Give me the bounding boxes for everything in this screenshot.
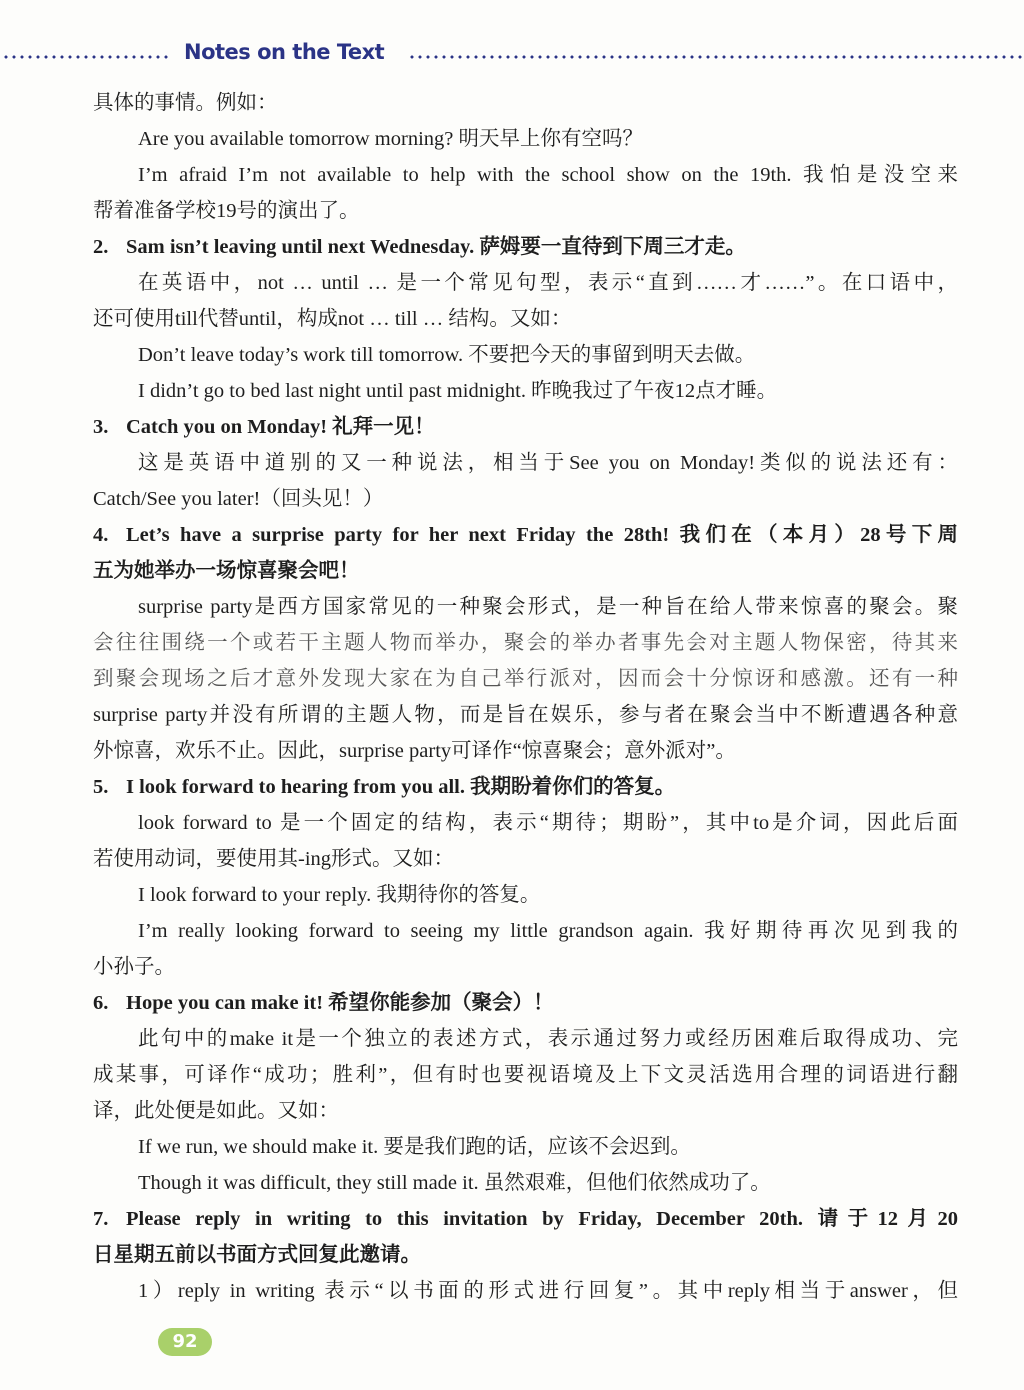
note-heading [93,229,958,265]
note-heading-text: Sam isn’t leaving until next Wednesday. 萨姆要一直待到下周三才走。 [126,236,746,258]
note-heading-text: Hope you can make it! 希望你能参加（聚会）！ [126,992,554,1014]
dotted-rule-left [2,55,172,59]
section-header [0,40,1024,74]
note-heading-continuation: 五为她举办一场惊喜聚会吧！ [93,560,360,582]
note-heading [93,769,958,805]
text-line: I didn’t go to bed last night until past midnight. 昨晚我过了午夜12点才睡。 [138,380,778,402]
text-line: 1）reply in writing 表示“以书面的形式进行回复”。其中reply相当于answer，但 [138,1280,958,1302]
text-line: 还可使用till代替until，构成not … till … 结构。又如： [93,308,572,330]
note-number: 2. [93,236,109,258]
text-line: surprise party是西方国家常见的一种聚会形式，是一种旨在给人带来惊喜的聚会。聚 [138,596,958,618]
text-line: 帮着准备学校19号的演出了。 [93,200,360,222]
text-line: I’m really looking forward to seeing my little grandson again. 我好期待再次见到我的 [138,920,958,942]
text-line: 具体的事情。例如： [93,92,278,114]
note-number: 3. [93,416,109,438]
note-heading-text: Please reply in writing to this invitation by Friday, December 20th. 请于12月20 [126,1208,958,1230]
dotted-rule-right [408,55,1024,59]
note-heading [93,985,958,1021]
text-line: 成某事，可译作“成功；胜利”，但有时也要视语境及上下文灵活选用合理的词语进行翻 [93,1064,958,1086]
note-number: 4. [93,524,109,546]
text-line: I look forward to your reply. 我期待你的答复。 [138,884,541,906]
text-line: 外惊喜，欢乐不止。因此，surprise party可译作“惊喜聚会；意外派对”。 [93,740,736,762]
text-line: Don’t leave today’s work till tomorrow. 不要把今天的事留到明天去做。 [138,344,756,366]
note-heading-text: I look forward to hearing from you all. 我期盼着你们的答复。 [126,776,676,798]
note-heading-continuation: 日星期五前以书面方式回复此邀请。 [93,1244,421,1266]
note-number: 6. [93,992,109,1014]
text-line: surprise party并没有所谓的主题人物，而是旨在娱乐，参与者在聚会当中不断遭遇各种意 [93,704,958,726]
text-line: look forward to 是一个固定的结构，表示“期待；期盼”，其中to是介词，因此后面 [138,812,958,834]
note-heading-text: Let’s have a surprise party for her next Friday the 28th! 我们在（本月）28号下周 [126,524,958,546]
text-line: 此句中的make it是一个独立的表述方式，表示通过努力或经历困难后取得成功、完 [138,1028,958,1050]
text-line: If we run, we should make it. 要是我们跑的话，应该不会迟到。 [138,1136,691,1158]
text-line: Catch/See you later!（回头见！） [93,488,384,510]
text-line: 到聚会现场之后才意外发现大家在为自己举行派对，因而会十分惊讶和感激。还有一种 [93,668,958,690]
page-number: 92 [158,1328,212,1356]
text-line: I’m afraid I’m not available to help with the school show on the 19th. 我怕是没空来 [138,164,958,186]
note-heading [93,1201,958,1237]
text-line: Though it was difficult, they still made it. 虽然艰难，但他们依然成功了。 [138,1172,771,1194]
text-line: 小孙子。 [93,956,175,978]
text-line: Are you available tomorrow morning? 明天早上你有空吗？ [138,128,644,150]
text-line: 译，此处便是如此。又如： [93,1100,339,1122]
note-number: 7. [93,1208,109,1230]
text-line: 会往往围绕一个或若干主题人物而举办，聚会的举办者事先会对主题人物保密，待其来 [93,632,958,654]
note-heading [93,517,958,553]
text-line: 在英语中，not … until … 是一个常见句型，表示“直到……才……”。在口语中， [138,272,958,294]
note-heading-text: Catch you on Monday! 礼拜一见！ [126,416,435,438]
text-line: 若使用动词，要使用其-ing形式。又如： [93,848,455,870]
note-number: 5. [93,776,109,798]
section-title: Notes on the Text [184,40,385,64]
note-heading [93,409,958,445]
text-line: 这是英语中道别的又一种说法，相当于See you on Monday!类似的说法还有： [138,452,958,474]
notes-body [93,85,958,1309]
